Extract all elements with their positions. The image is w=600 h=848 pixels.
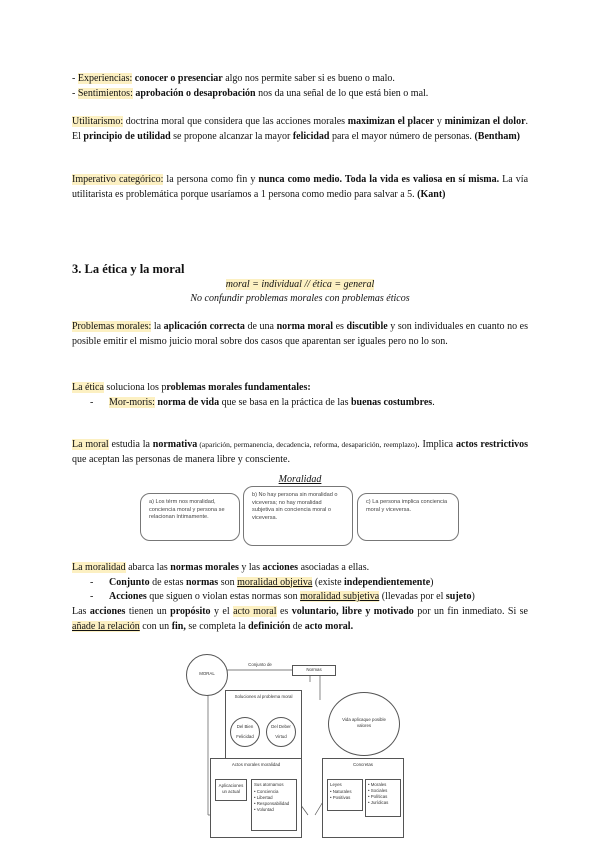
utilitarismo-label: Utilitarismo: — [72, 116, 124, 127]
actos-label: Actos morales moralidad — [231, 762, 281, 767]
m-i2-t1: que siguen o violan estas normas son — [146, 591, 301, 602]
problemas-b3: discutible — [346, 321, 388, 332]
list-item — [72, 396, 528, 411]
moralidad-b2: acciones — [262, 562, 299, 573]
m-i2-t3: ) — [471, 591, 475, 602]
acc-b4: fin, — [171, 620, 186, 632]
section-note: No confundir problemas morales con problemas éticos — [190, 293, 410, 304]
m-i1-b3: independientemente — [344, 576, 431, 588]
del-bien-circle — [230, 717, 260, 747]
experiencias-bold: conocer o presenciar — [134, 73, 223, 84]
juridicas-label: • Jurídicas — [368, 800, 389, 805]
acc-t1: tienen un — [125, 606, 171, 617]
problemas-b1: aplicación correcta — [163, 321, 245, 332]
acc-t7: de — [290, 620, 305, 632]
vida-circle — [328, 692, 400, 756]
moralidad-b1: normas morales — [170, 562, 239, 573]
imperativo-b2: (Kant) — [417, 188, 446, 200]
acc-hl1: acto moral — [233, 606, 277, 617]
section-formula — [72, 278, 528, 291]
acc-t0: Las — [72, 606, 90, 617]
acc-hl2: añade la relación — [72, 620, 140, 632]
list-item — [72, 590, 528, 605]
acc-t2: y el — [210, 606, 234, 617]
normas-tipos-node — [365, 779, 401, 817]
aplicaciones-node — [215, 779, 247, 801]
vida-label: Vida aplicaque posible valores — [342, 717, 386, 728]
acc-b5: definición — [248, 620, 291, 632]
acc-b6: acto moral. — [304, 620, 354, 632]
actos-morales-node — [210, 758, 302, 838]
imperativo-paragraph — [72, 173, 528, 202]
formula-text: moral = individual // ética = general — [225, 279, 375, 290]
etica-paragraph — [72, 381, 528, 410]
m-i1-b1: Conjunto — [109, 576, 150, 588]
naturales-label: • Naturales — [330, 789, 352, 794]
sentimientos-bold: aprobación o desaprobación — [135, 87, 256, 99]
utilitarismo-b5: (Bentham) — [474, 130, 520, 142]
etica-list — [72, 396, 528, 411]
utilitarismo-b3: principio de utilidad — [83, 130, 171, 142]
positivas-label: • Positivas — [330, 795, 351, 800]
utilitarismo-b4: felicidad — [292, 130, 330, 142]
acc-t5: con un — [139, 620, 172, 632]
utilitarismo-t2: y — [434, 116, 445, 127]
moralidad-box-a: a) Los térm nos moralidad, conciencia moral y persona se relacionan íntimamente. — [140, 493, 240, 541]
normas-label: Normas — [306, 667, 322, 672]
del-deber-circle — [266, 717, 296, 747]
etica-item-b1: norma de vida — [157, 396, 220, 408]
moral-paragraph — [72, 438, 528, 467]
felicidad-label: Felicidad — [236, 734, 254, 739]
utilitarismo-t3: . El — [72, 116, 529, 142]
problemas-b2: norma moral — [276, 321, 334, 332]
moralidad-t2: y las — [238, 562, 263, 573]
moralidad-t1: abarca las — [125, 562, 171, 573]
etica-b1: roblemas morales fundamentales: — [166, 382, 311, 393]
m-i1-t3: (existe — [312, 576, 345, 588]
virtud-label: Virtud — [275, 734, 287, 739]
experiencias-label: Experiencias: — [77, 73, 133, 84]
concretas-label: Concretas — [352, 762, 373, 767]
imperativo-b1: nunca como medio. Toda la vida es valiosa en sí misma. — [258, 174, 500, 185]
moral-b1: normativa — [152, 439, 198, 450]
moral-t3: que aceptan las personas de manera libre y consciente. — [72, 453, 290, 465]
moral-circle — [186, 654, 228, 696]
moral-t1: estudia la — [108, 439, 153, 450]
soluciones-node — [225, 690, 302, 762]
utilitarismo-b2: minimizan el dolor — [444, 116, 526, 127]
sujeto-node — [251, 779, 297, 831]
moralidad-figure-title: Moralidad — [278, 474, 322, 485]
sociales-label: • Sociales — [368, 788, 388, 793]
responsabilidad-label: • Responsabilidad — [254, 801, 290, 806]
moralidad-t3: asociadas a ellas. — [298, 562, 370, 573]
acc-t3: es — [276, 606, 292, 617]
experiencias-text: algo nos permite saber si es bueno o malo. — [222, 73, 395, 84]
acc-b3: voluntario, libre y motivado — [291, 606, 414, 617]
utilitarismo-t1: doctrina moral que considera que las acciones morales — [123, 116, 348, 127]
leyes-node — [327, 779, 363, 811]
morales-label: • Morales — [368, 782, 387, 787]
section-title: 3. La ética y la moral — [72, 262, 185, 276]
normas-node — [292, 665, 336, 676]
politicas-label: • Políticas — [368, 794, 388, 799]
acc-b1: acciones — [89, 606, 126, 617]
acc-t6: se completa la — [185, 620, 249, 632]
problemas-paragraph — [72, 320, 528, 349]
m-i1-u: moralidad objetiva — [237, 576, 313, 588]
moralidad-list — [72, 576, 528, 605]
aplicaciones-label: Aplicaciones un actual — [218, 783, 244, 794]
m-i2-u: moralidad subjetiva — [300, 591, 380, 602]
imperativo-t1: la persona como fin y — [163, 174, 259, 185]
m-i2-b2: sujeto — [445, 591, 472, 602]
etica-t1: soluciona los p — [103, 382, 167, 393]
sentimientos-line: - Sentimientos: aprobación o desaprobación nos da una señal de lo que está bien o mal. — [72, 87, 429, 99]
etica-item-b2: buenas costumbres — [350, 396, 433, 408]
acciones-paragraph — [72, 605, 528, 634]
etica-item-t2: . — [432, 396, 435, 408]
utilitarismo-t4: se propone alcanzar la mayor — [170, 130, 293, 142]
moralidad-box-b: b) No hay persona sin moralidad o viceversa; no hay moralidad subjetiva sin conciencia moral o viceversa. — [243, 486, 353, 546]
sentimientos-text: nos da una señal de lo que está bien o mal. — [255, 87, 429, 99]
experiencias-line: - Experiencias: conocer o presenciar algo nos permite saber si es bueno o malo. — [72, 73, 395, 84]
sentimientos-label: Sentimientos: — [77, 87, 133, 99]
conjunto-label: Conjunto de — [248, 662, 272, 667]
m-i1-t1: de estas — [149, 576, 186, 588]
utilitarismo-b1: maximizan el placer — [347, 116, 435, 127]
m-i2-t2: (llevadas por el — [379, 591, 446, 602]
m-i1-t2: son — [218, 576, 238, 588]
concretas-node — [322, 758, 404, 838]
problemas-t1: la — [151, 321, 164, 332]
moralidad-paragraph — [72, 561, 528, 605]
libertad-label: • Libertad — [254, 795, 273, 800]
sujeto-label: Sus atornamos — [254, 782, 284, 787]
etica-item-t1: que se basa en la práctica de las — [219, 396, 351, 408]
moral-label-node: MORAL — [199, 671, 215, 676]
acc-t4: por un fin inmediato. Si se — [413, 606, 529, 617]
problemas-t4: y son individuales en cuanto no es posible emitir el mismo juicio moral sobre dos casos que aparentan ser iguales pero no lo son. — [72, 321, 528, 347]
conciencia-label: • Conciencia — [254, 789, 279, 794]
etica-label: La ética — [72, 382, 104, 393]
problemas-t3: es — [333, 321, 347, 332]
problemas-t2: de una — [244, 321, 277, 332]
mor-moris-label: Mor-moris: — [109, 396, 155, 408]
acc-b2: propósito — [170, 606, 211, 617]
moral-small: (aparición, permanencia, decadencia, reforma, desaparición, reemplazo) — [197, 440, 418, 449]
m-i1-t4: ) — [430, 576, 434, 588]
list-item — [72, 576, 528, 591]
voluntad-label: • Voluntad — [254, 807, 274, 812]
moral-t2: . Implica — [417, 439, 456, 450]
imperativo-t2: La vía utilitarista es problemática porque usaríamos a 1 persona como medio para salvar a 5. — [72, 174, 529, 200]
del-bien-label: Del Bien — [236, 724, 254, 729]
moral-diagram — [180, 650, 430, 840]
moral-b2: actos restrictivos — [455, 439, 529, 450]
experiencias-block — [72, 72, 528, 101]
imperativo-label: Imperativo categórico: — [72, 174, 164, 185]
del-deber-label: Del Deber — [271, 724, 291, 729]
moralidad-label: La moralidad — [72, 562, 126, 573]
utilitarismo-t5: para el mayor número de personas. — [329, 130, 475, 142]
moral-label: La moral — [72, 439, 109, 450]
soluciones-label: Soluciones al problema moral — [234, 694, 293, 699]
m-i2-b1: Acciones — [109, 591, 147, 602]
moralidad-box-c: c) La persona implica conciencia moral y viceversa. — [357, 493, 459, 541]
m-i1-b2: normas — [185, 576, 219, 588]
problemas-label: Problemas morales: — [72, 321, 152, 332]
utilitarismo-paragraph — [72, 115, 528, 144]
leyes-label: Leyes — [330, 782, 342, 787]
